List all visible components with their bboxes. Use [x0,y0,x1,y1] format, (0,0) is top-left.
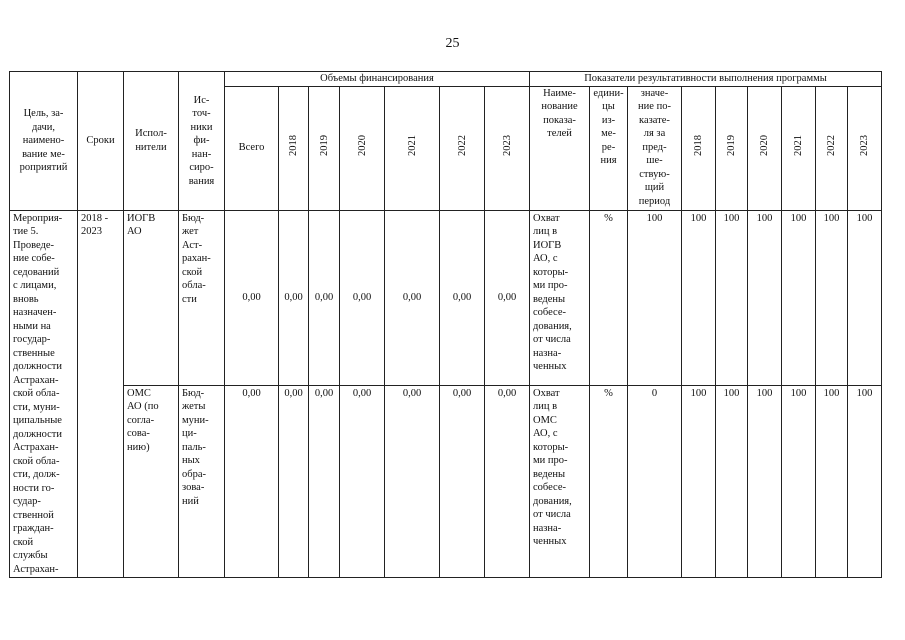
header-terms: Сроки [78,72,124,211]
program-table [9,71,882,578]
header-ind-year-label: 2019 [726,135,737,157]
table-row [10,210,882,385]
activity-terms-cell: 2018 - 2023 [78,210,124,577]
ind-year-cell: 100 [682,210,716,385]
header-fin-year [385,86,440,210]
fin-year-cell: 0,00 [279,210,309,385]
ind-year-cell: 100 [716,210,748,385]
header-ind-year-label: 2023 [859,135,870,157]
header-ind-year [816,86,848,210]
fin-year-cell: 0,00 [309,210,340,385]
header-ind-year [682,86,716,210]
header-ind-year [848,86,882,210]
header-ind-year [748,86,782,210]
source-cell: Бюд- жеты муни- ци- паль- ных обра- зова- ний [179,385,225,577]
executor-cell: ИОГВ АО [124,210,179,385]
fin-year-cell: 0,00 [340,210,385,385]
header-fin-year-label: 2023 [501,135,513,157]
header-fin-year [440,86,485,210]
page-number: 25 [445,36,460,51]
header-total: Всего [225,86,279,210]
header-ind-year-label: 2020 [759,135,770,157]
header-fin-year [309,86,340,210]
header-fin-year [340,86,385,210]
ind-year-cell: 100 [748,385,782,577]
ind-year-cell: 100 [782,210,816,385]
header-ind-year-label: 2018 [693,135,704,157]
ind-year-cell: 100 [682,385,716,577]
total-cell: 0,00 [225,385,279,577]
ind-year-cell: 100 [716,385,748,577]
header-fin-year-label: 2021 [406,135,418,157]
header-goal: Цель, за- дачи, наимено- вание ме- роприятий [10,72,78,211]
header-prev-value: значе- ние по- казате- ля за пред- ше- ствую- щий период [628,86,682,210]
unit-cell: % [590,385,628,577]
fin-year-cell: 0,00 [485,210,530,385]
header-unit: едини- цы из- ме- ре- ния [590,86,628,210]
header-fin-year-label: 2018 [288,135,299,157]
table-row [10,385,882,577]
header-ind-year [716,86,748,210]
fin-year-cell: 0,00 [485,385,530,577]
prev-value-cell: 100 [628,210,682,385]
source-cell: Бюд- жет Аст- рахан- ской обла- сти [179,210,225,385]
header-fin-year-label: 2022 [456,135,468,157]
ind-year-cell: 100 [848,210,882,385]
ind-year-cell: 100 [816,210,848,385]
fin-year-cell: 0,00 [440,385,485,577]
header-sources: Ис- точ- ники фи- нан- сиро- вания [179,72,225,211]
header-financing-group: Объемы финансирования [225,72,530,87]
header-fin-year-label: 2020 [356,135,368,157]
ind-year-cell: 100 [816,385,848,577]
fin-year-cell: 0,00 [279,385,309,577]
activity-goal-cell: Мероприя- тие 5. Проведе- ние собе- седований с лицами, вновь назначен- ными на государ- ственные должности Астрахан- ской обла- сти, муни- ципальные должности Астрахан- ской обла- сти, долж- ности го- судар- ственной граждан- ской службы Астрахан- [10,210,78,577]
header-fin-year-label: 2019 [318,135,330,157]
fin-year-cell: 0,00 [340,385,385,577]
header-ind-year-label: 2022 [826,135,837,157]
fin-year-cell: 0,00 [385,210,440,385]
header-ind-year-label: 2021 [793,135,804,157]
indicator-name-cell: Охват лиц в ОМС АО, с которы- ми про- ведены собесе- дования, от числа назна- ченных [530,385,590,577]
header-indicators-group: Показатели результативности выполнения программы [530,72,882,87]
unit-cell: % [590,210,628,385]
header-fin-year [485,86,530,210]
fin-year-cell: 0,00 [385,385,440,577]
total-cell: 0,00 [225,210,279,385]
ind-year-cell: 100 [748,210,782,385]
fin-year-cell: 0,00 [309,385,340,577]
ind-year-cell: 100 [848,385,882,577]
executor-cell: ОМС АО (по согла- сова- нию) [124,385,179,577]
header-ind-year [782,86,816,210]
header-indicator-name: Наиме- нование показа- телей [530,86,590,210]
header-fin-year [279,86,309,210]
indicator-name-cell: Охват лиц в ИОГВ АО, с которы- ми про- ведены собесе- дования, от числа назна- ченных [530,210,590,385]
prev-value-cell: 0 [628,385,682,577]
header-executors: Испол- нители [124,72,179,211]
fin-year-cell: 0,00 [440,210,485,385]
ind-year-cell: 100 [782,385,816,577]
